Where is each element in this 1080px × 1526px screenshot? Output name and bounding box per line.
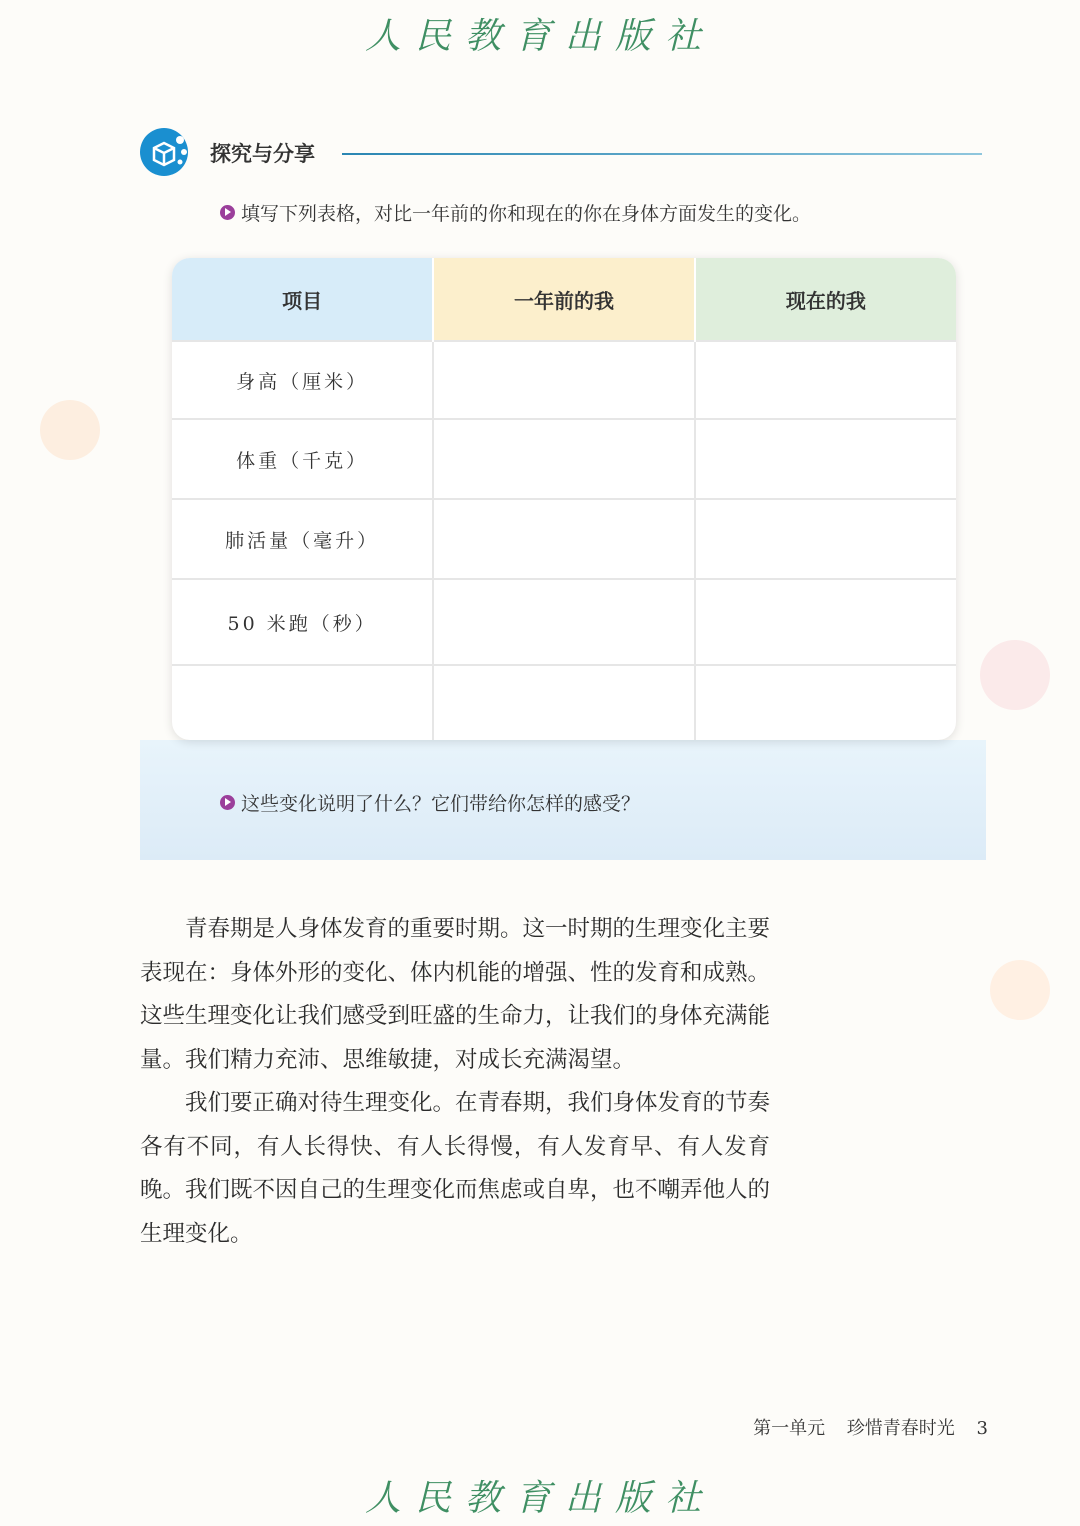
table-header-now: 现在的我 (695, 258, 956, 341)
background-decoration (40, 400, 100, 460)
table-cell-blank[interactable] (433, 665, 694, 740)
footer-unit-title: 珍惜青春时光 (846, 1418, 955, 1439)
comparison-table (172, 258, 956, 740)
table-row (172, 419, 956, 499)
page-footer (737, 1414, 988, 1440)
table-cell-blank[interactable] (433, 499, 694, 579)
table-cell-blank[interactable] (433, 341, 694, 419)
table-cell-blank[interactable] (433, 579, 694, 665)
table-cell-label: 肺活量（毫升） (172, 499, 433, 579)
table-cell-blank[interactable] (433, 419, 694, 499)
table-cell-blank[interactable] (695, 341, 956, 419)
paragraph: 青春期是人身体发育的重要时期。这一时期的生理变化主要表现在：身体外形的变化、体内机能的增强、性的发育和成熟。这些生理变化让我们感受到旺盛的生命力，让我们的身体充满能量。我们精力充沛、思维敏捷，对成长充满渴望。 (140, 916, 771, 1073)
table-row (172, 341, 956, 419)
cube-bubbles-icon (140, 128, 188, 176)
table-header-last-year: 一年前的我 (433, 258, 694, 341)
table-cell-blank[interactable] (695, 665, 956, 740)
play-bullet-icon (220, 795, 235, 810)
table-cell-blank[interactable] (695, 579, 956, 665)
publisher-logo-bottom: 人民教育出版社 (364, 1478, 715, 1519)
prompt-text: 这些变化说明了什么？它们带给你怎样的感受？ (241, 793, 641, 815)
table-cell-blank[interactable] (172, 665, 433, 740)
page-number: 3 (976, 1418, 988, 1439)
background-decoration (980, 640, 1050, 710)
prompt-reflection (220, 789, 640, 816)
background-decoration (990, 960, 1050, 1020)
play-bullet-icon (220, 205, 235, 220)
table-cell-label: 50 米跑（秒） (172, 579, 433, 665)
table-cell-label: 身高（厘米） (172, 341, 433, 419)
paragraph: 我们要正确对待生理变化。在青春期，我们身体发育的节奏各有不同，有人长得快、有人长得慢，有人发育早、有人发育晚。我们既不因自己的生理变化而焦虑或自卑，也不嘲弄他人的生理变化。 (140, 1090, 771, 1247)
table-cell-label: 体重（千克） (172, 419, 433, 499)
table-cell-blank[interactable] (695, 499, 956, 579)
table-row (172, 579, 956, 665)
table-row (172, 665, 956, 740)
footer-unit: 第一单元 (753, 1418, 826, 1439)
prompt-text: 填写下列表格，对比一年前的你和现在的你在身体方面发生的变化。 (241, 203, 812, 225)
table-header-item: 项目 (172, 258, 433, 341)
body-text (140, 908, 770, 1256)
section-divider (342, 153, 982, 155)
section-title: 探究与分享 (210, 142, 315, 166)
prompt-fill-table (220, 199, 811, 226)
section-header (140, 128, 980, 180)
publisher-logo-top: 人民教育出版社 (364, 16, 715, 57)
table-cell-blank[interactable] (695, 419, 956, 499)
table-row (172, 499, 956, 579)
